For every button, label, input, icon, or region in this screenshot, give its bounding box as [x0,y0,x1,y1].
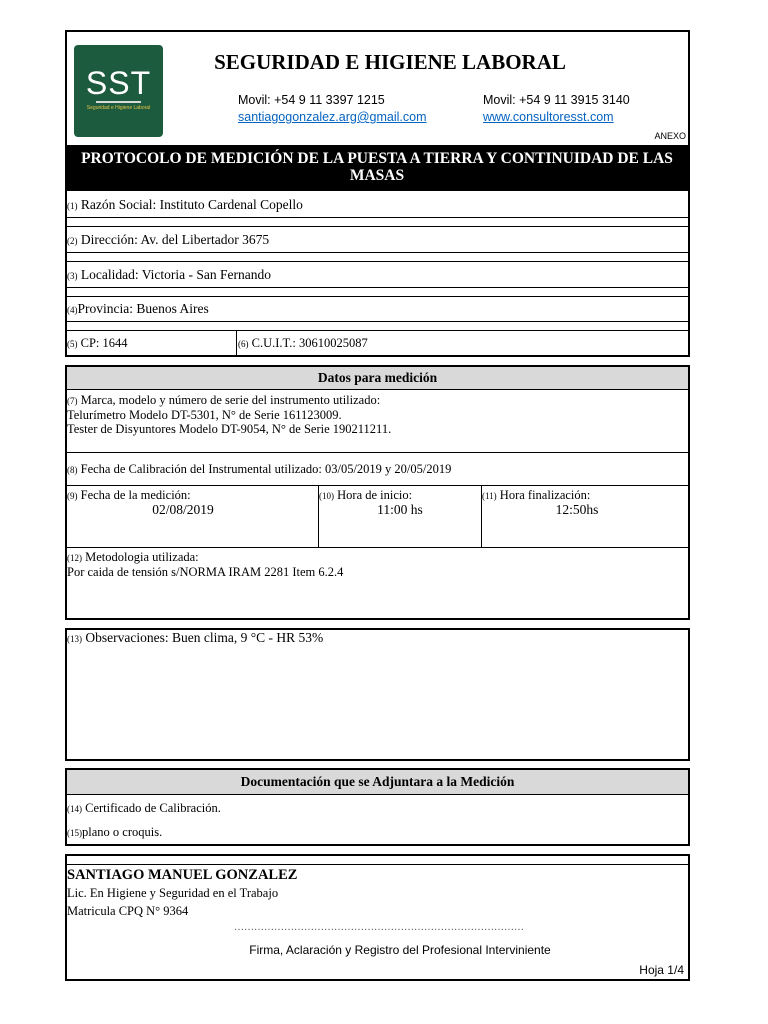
field-number: (10) [319,491,334,501]
cuit-value: C.U.I.T.: 30610025087 [251,336,368,350]
direccion-value: Dirección: Av. del Libertador 3675 [80,232,270,247]
cp-value: CP: 1644 [80,336,128,350]
start-label-text: Hora de inicio: [337,488,413,502]
observations [67,630,323,646]
cp-cuit-divider [236,330,237,356]
start-value: 11:00 hs [377,502,423,517]
anexo-label: ANEXO [654,131,686,141]
measurement-header: Datos para medición [67,367,688,390]
signer-registration: Matricula CPQ N° 9364 [67,904,189,918]
page-title: SEGURIDAD E HIGIENE LABORAL [214,50,566,74]
field-number: (4) [67,305,78,315]
field-number: (14) [67,804,82,814]
field-number: (15) [67,828,82,838]
field-number: (11) [482,491,497,501]
method-block [67,550,343,579]
row-divider [66,296,688,297]
date-value: 02/08/2019 [152,502,214,517]
calibration-value: Fecha de Calibración del Instrumental utilizado: 03/05/2019 y 20/05/2019 [80,462,452,476]
row-divider [66,226,688,227]
direccion [67,232,269,248]
instrument-block [67,393,391,436]
signer-title: Lic. En Higiene y Seguridad en el Trabajo [67,886,279,900]
sst-logo [74,45,163,137]
doc-item-1-text: Certificado de Calibración. [85,801,221,815]
documentation-header: Documentación que se Adjuntara a la Medición [67,770,688,795]
logo-underline [96,101,141,103]
website-link[interactable]: www.consultoresst.com [483,110,614,124]
row-divider [66,485,688,486]
phone-2: Movil: +54 9 11 3915 3140 [483,93,630,107]
field-number: (12) [67,553,82,563]
doc-item-2 [67,825,162,840]
row-divider [66,547,688,548]
calibration-row [67,462,451,477]
method-value: Por caida de tensión s/NORMA IRAM 2281 Item 6.2.4 [67,565,344,579]
observations-box [65,628,690,761]
signer-name: SANTIAGO MANUEL GONZALEZ [67,867,298,883]
row-divider [66,330,688,331]
signature-caption: Firma, Aclaración y Registro del Profesional Interviniente [249,943,551,957]
field-number: (8) [67,465,78,475]
localidad [67,267,271,283]
signature-dots: …………………………………………………………………………… [234,922,524,933]
instrument-label: Marca, modelo y número de serie del instrumento utilizado: [80,393,381,407]
observations-text: Observaciones: Buen clima, 9 °C - HR 53% [85,630,324,645]
cp [67,336,128,351]
start-label [319,488,412,503]
field-number: (5) [67,339,78,349]
row-divider [66,217,688,218]
field-number: (9) [67,491,78,501]
field-number: (2) [67,236,78,246]
end-value: 12:50hs [555,502,599,517]
method-label: Metodologia utilizada: [85,550,199,564]
doc-item-2-text: plano o croquis. [82,825,163,839]
localidad-value: Localidad: Victoria - San Fernando [80,267,272,282]
row-divider [66,287,688,288]
razon-social [67,197,303,213]
protocol-title: PROTOCOLO DE MEDICIÓN DE LA PUESTA A TIERRA Y CONTINUIDAD DE LAS MASAS [81,150,673,184]
row-divider [66,864,688,865]
date-label [67,488,191,503]
instrument-line-1: Telurímetro Modelo DT-5301, N° de Serie 161123009. [67,408,342,422]
email-link[interactable]: santiagogonzalez.arg@gmail.com [238,110,427,124]
instrument-line-2: Tester de Disyuntores Modelo DT-9054, N° de Serie 190211211. [67,422,392,436]
field-number: (3) [67,271,78,281]
page-number: Hoja 1/4 [639,963,684,977]
phone-1: Movil: +54 9 11 3397 1215 [238,93,385,107]
row-divider [66,452,688,453]
protocol-banner [66,145,688,191]
doc-item-1 [67,801,221,816]
field-number: (6) [238,339,249,349]
row-divider [66,252,688,253]
field-number: (1) [67,201,78,211]
date-label-text: Fecha de la medición: [80,488,191,502]
field-number: (7) [67,396,78,406]
row-divider [66,261,688,262]
field-number: (13) [67,634,82,644]
row-divider [66,321,688,322]
razon-social-value: Razón Social: Instituto Cardenal Copello [80,197,303,212]
end-label [482,488,590,503]
cuit [238,336,368,351]
logo-subtext: Seguridad e Higiene Laboral [86,105,151,111]
end-label-text: Hora finalización: [499,488,591,502]
provincia-value: Provincia: Buenos Aires [77,301,209,316]
logo-text: SST [85,65,152,101]
provincia [67,301,209,317]
